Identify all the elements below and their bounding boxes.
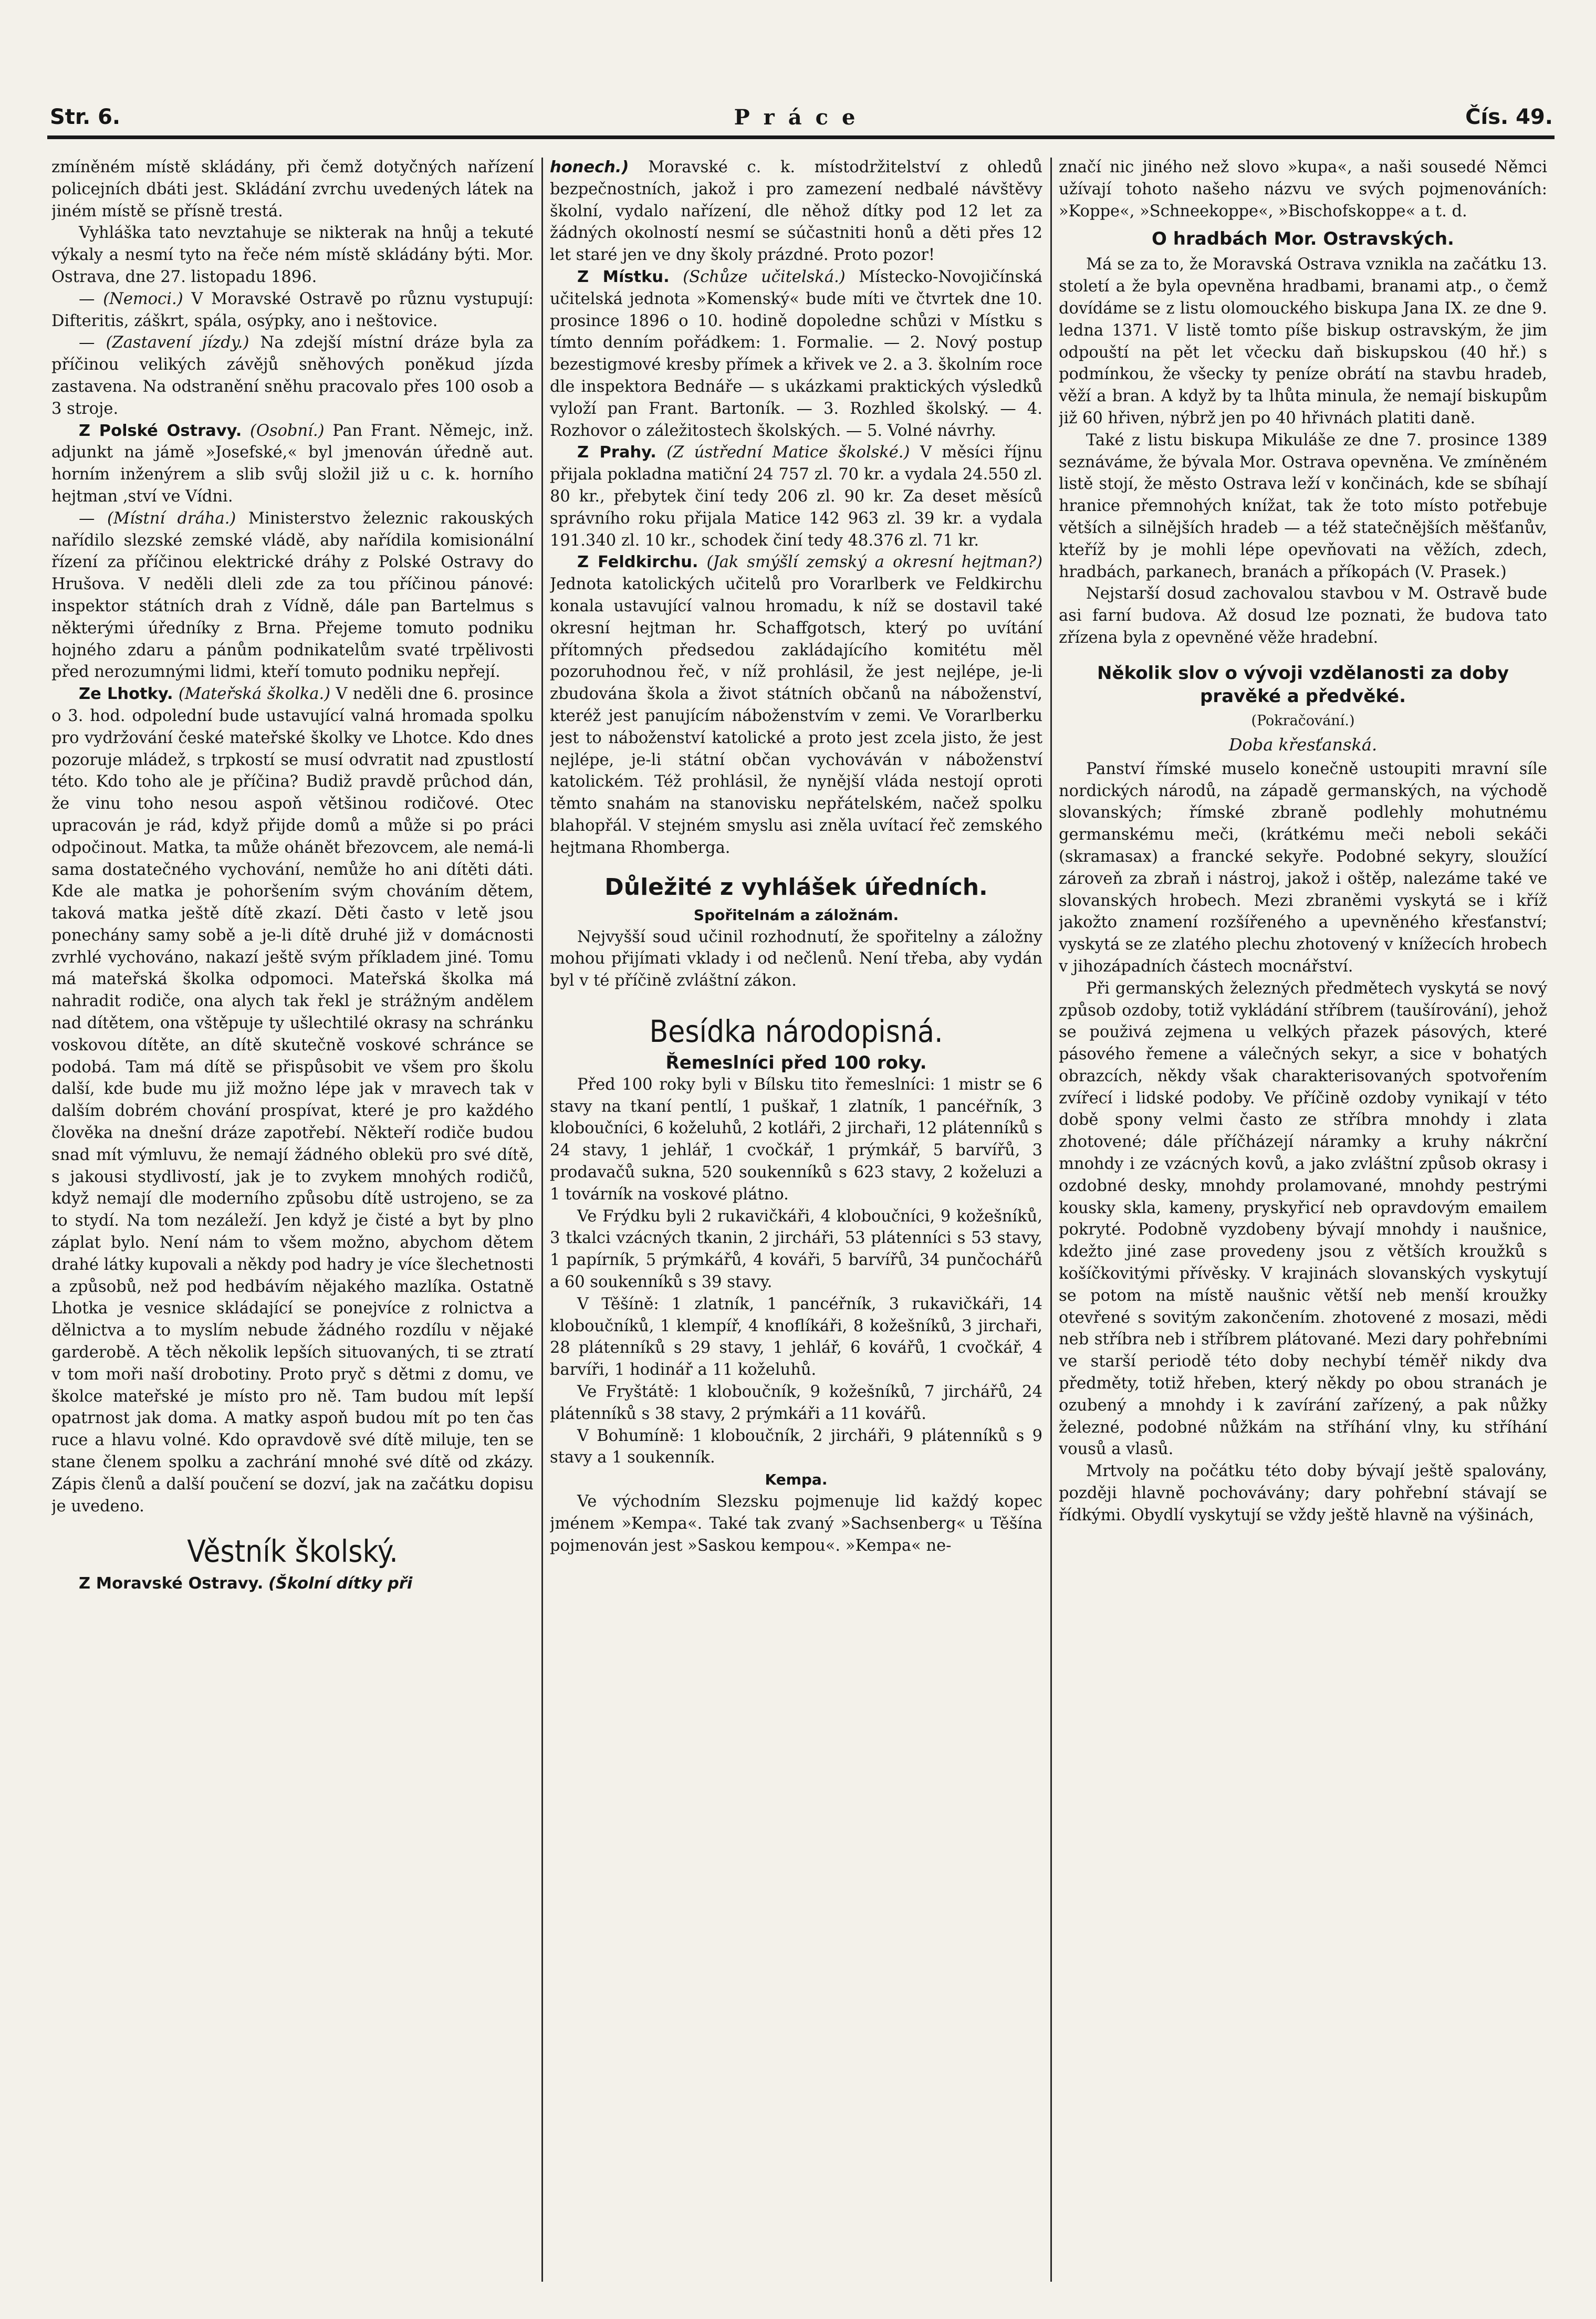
paragraph-tag: (Mateřská školka.) [178, 685, 331, 704]
paragraph [550, 266, 1042, 442]
section-subheading: Řemeslníci před 100 roky. [665, 1052, 927, 1073]
paragraph: Mrtvoly na počátku této doby bývají ještě spalovány, později hlavně pochovávány; dary pohřební stávají se řídkými. Obydlí vyskytují se vždy ještě hlavně na výšinách, [1059, 1462, 1547, 1524]
column-divider [541, 158, 543, 2282]
issue-number: Čís. 49. [1465, 105, 1553, 129]
paragraph [51, 683, 534, 1517]
paragraph [550, 442, 1042, 551]
paragraph: Při germanských železných předmětech vyskytá se nový způsob ozdoby, totiž vykládání stříbrem (taušírování), jehož se použivá zejmena u velkých přazek pásových, které pásového řemene a válečných sekyr, a sice v bohatých obrazcích, někdy však charakterisovaných spotvořením zvířecí i lidské podoby. Ve příčině ozdoby vynikají v této době spony velmi často ze stříbra mnohdy i zlata zhotovené; dále příčházejí náramky a kruhy nákrční mnohdy i ze vzácných kovů, a jako zvláštní způsob okrasy i ozdobné desky, mnohdy prolamované, mnohdy pestrými kousky skla, kameny, pryskyřicí neb opravdovým emailem pokryté. Podobně vyzdobeny bývají mnohdy i naušnice, kdežto jiné zase provedeny jsou z větších kroužků s košíčkovitými přívěsky. V krajinách slovanských vyskytují se potom na místě naušnic větší neb menší kroužky otevřené s sovitým zakončením. zhotovené z mosazi, mědi neb stříbra neb i stříbrem plátované. Mezi dary pohřebními ve starší periodě této doby nechybí téměř nikdy dva předměty, totiž hřeben, který někdy po obou stranách je ozubený a mnohdy i k zavírání zařízený, a pak nůžky železné, podobné nůžkám na stříhání vlny, ku stříhání vousů a vlasů. [1059, 979, 1547, 1459]
place-name: Z Polské Ostravy. [79, 421, 242, 440]
paragraph-tag: (Z ústřední Matice školské.) [666, 443, 910, 462]
paragraph: Vyhláška tato nevztahuje se nikterak na hnůj a tekuté výkaly a nesmí tyto na řeče ném místě skládány býti. Mor. Ostrava, dne 27. listopadu 1896. [51, 224, 534, 286]
paragraph [550, 551, 1042, 859]
paragraph: V Bohumíně: 1 kloboučník, 2 jircháři, 9 plátenníků s 9 stavy a 1 soukenník. [550, 1426, 1042, 1467]
page-header [50, 105, 1553, 137]
paragraph-text: Na zdejší místní dráze byla za příčinou velikých závějů sněhových poněkud jízda zastavena. Na odstranění sněhu pracovalo přes 100 osob a 3 stroje. [51, 333, 534, 418]
paragraph: značí nic jiného než slovo »kupa«, a naši sousedé Němci užívají tohoto našeho názvu ve svých pojmenováních: »Koppe«, »Schneekoppe«, »Bischofskoppe« a t. d. [1059, 158, 1547, 221]
paragraph [550, 156, 1042, 266]
paragraph: — (Místní dráha.) Ministerstvo železnic rakouských nařídilo slezské zemské vládě, aby nařídila komisionální řízení za příčinou elektrické dráhy z Polské Ostravy do Hrušova. V neděli dleli zde za tou příčinou pánové: inspektor státních drah z Vídně, dále pan Bartelmus s některými úředníky z Brna. Přejeme tomuto podniku hojného zdaru a pánům podnikatelům svaté trpělivosti před nerozumnými lidmi, kteří tomuto podniku nepřejí. [51, 509, 534, 682]
paragraph: — (Zastavení jízdy.) Na zdejší místní dráze byla za příčinou velikých závějů sněhových poněkud jízda zastavena. Na odstranění sněhu pracovalo přes 100 osob a 3 stroje. [51, 333, 534, 418]
place-name: Z Místku. [577, 267, 670, 286]
paragraph: Ve Frýdku byli 2 rukavičkáři, 4 kloboučníci, 9 kožešníků, 3 tkalci vzácných tkanin, 2 jircháři, 53 plátenníci s 53 stavy, 1 papírník, 5 prýmkářů, 4 kováři, 5 barvířů, 34 punčochářů a 60 soukenníků s 39 stavy. [550, 1207, 1042, 1292]
place-name: Z Moravské Ostravy. [79, 1574, 264, 1593]
paragraph-tag: (Jak smýšlí zemský a okresní hejtman?) [706, 553, 1042, 572]
place-name: Z Prahy. [577, 443, 656, 462]
paragraph: V Těšíně: 1 zlatník, 1 pancéřník, 3 rukavičkáři, 14 kloboučníků, 1 klempíř, 4 knoflíkáři, 8 kožešníků, 3 jirchaři, 28 plátenníků s 29 stavy, 1 jehlář, 6 kovářů, 1 cvočkář, 4 barvíři, 1 hodinář a 11 koželuhů. [550, 1294, 1042, 1380]
column-3 [1059, 156, 1547, 2283]
paragraph: Ve Fryštátě: 1 kloboučník, 9 kožešníků, 7 jirchářů, 24 plátenníků s 38 stavy, 2 prýmkáři a 11 kovářů. [550, 1383, 1042, 1423]
paragraph-text: V měsíci říjnu přijala pokladna matiční 24 757 zl. 70 kr. a vydala 24.550 zl. 80 kr., přebytek činí tedy 206 zl. 90 kr. Za deset měsíců správního roku přijala Matice 142 963 zl. 39 kr. a vydala 191.340 zl. 10 kr., schodek činí tedy 48.376 zl. 71 kr. [550, 443, 1042, 550]
paragraph-text: Jednota katolických učitelů pro Vorarlberk ve Feldkirchu konala ustavující valnou hromadu, k níž se dostavil také okresní hejtman hr. Schaffgotsch, který po uvítání přítomných předsedou zakládajícího komitétu měl pozoruhodnou řeč, v níž prohlásil, že jest nejlépe, je-li zbudována škola a život státních občanů na náboženství, kteréž jest panujícím náboženstvím v zemi. Ve Vorarlberku jest to náboženství katolické a proto jest zcela jisto, že jest nejlépe, je-li státní občan vychováván v náboženství katolickém. Též prohlásil, že nynější vláda nestojí oproti těmto snahám na stanovisku nepřátelském, načež spolku blahopřál. V stejném smyslu asi zněla uvítací řeč zemského hejtmana Rhomberga. [550, 575, 1042, 857]
paragraph-tag: (Školní dítky při [268, 1574, 413, 1593]
section-subheading: Doba křesťanská. [1228, 734, 1378, 755]
paragraph: Má se za to, že Moravská Ostrava vznikla na začátku 13. století a že byla opevněna hradbami, branami atp., o čemž dovídáme se z listu olomouckého biskupa Jana IX. ze dne 9. ledna 1371. V listě tomto píše biskup ostravským, že jim odpouští na pět let včecku daň biskupskou (40 hř.) s podmínkou, že všecky ty peníze obrátí na stavbu hradeb, věží a bran. A když by ta lhůta minula, že nemají biskupům již 60 hřiven, nýbrž jen po 40 hřivnách platiti daně. [1059, 255, 1547, 427]
column-divider [1050, 158, 1052, 2282]
column-1 [51, 156, 534, 2283]
section-heading: Důležité z vyhlášek úředních. [604, 873, 988, 901]
paragraph-tag: (Osobní.) [250, 421, 325, 440]
paragraph: Nejvyšší soud učinil rozhodnutí, že spořitelny a záložny mohou přijímati vklady i od nečlenů. Není třeba, aby vydán byl v té příčině zvláštní zákon. [550, 927, 1042, 990]
paragraph: Panství římské muselo konečně ustoupiti mravní síle nordických národů, na západě germanských, na východě slovanských; římské zbraně podlehly mohutnému germanskému meči, (krátkému meči neboli sekáči (skramasax) a francké sekyře. Podobné sekyry, sloužící zároveň za zbraň i nástroj, jakož i oštěp, nalezáme také ve slovanských hrobech. Mezi zbraněmi vyskytá se i kříž jakožto znamení rozšířeného a upevněného křesťanství; vyskytá se ze zlatého plechu zhotovený v knížecích hrobech v jihozápadních částech mocnářství. [1059, 759, 1547, 976]
place-name: Ze Lhotky. [79, 685, 173, 704]
section-subheading: Kempa. [765, 1471, 828, 1489]
paragraph-tag: (Nemoci.) [103, 289, 183, 308]
section-heading: O hradbách Mor. Ostravských. [1152, 228, 1454, 250]
continuation-note: (Pokračování.) [1251, 712, 1355, 729]
section-heading: Besídka národopisná. [649, 1013, 943, 1049]
paragraph: Před 100 roky byli v Bílsku tito řemeslníci: 1 mistr se 6 stavy na tkaní pentlí, 1 puškař, 1 zlatník, 1 pancéřník, 3 kloboučníci, 6 koželuhů, 2 kotláři, 2 jirchaři, 12 plátenníků s 24 stavy, 1 jehlář, 1 cvočkář, 1 prýmkář, 5 barvířů, 3 prodavačů sukna, 520 soukenníků s 623 stavy, 2 koželuzi a 1 továrník na voskové plátno. [550, 1075, 1042, 1204]
paragraph-tag: (Zastavení jízdy.) [106, 333, 249, 352]
paragraph-tag: (Schůze učitelská.) [683, 267, 846, 286]
newspaper-title: Práce [734, 105, 869, 130]
header-rule [47, 135, 1555, 139]
paragraph [51, 420, 534, 508]
column-2 [550, 156, 1042, 2283]
paragraph-text: Moravské c. k. místodržitelství z ohledů bezpečnostních, jakož i pro zamezení nedbalé návštěvy školní, vydalo nařízení, dle něhož dítky pod 12 let za žádných okolností nesmí se súčastniti honů a děti přes 12 let staré jen ve dny školy prázdné. Proto pozor! [550, 158, 1042, 265]
paragraph-text: Ministerstvo železnic rakouských nařídilo slezské zemské vládě, aby nařídila komisionální řízení za příčinou elektrické dráhy z Polské Ostravy do Hrušova. V neděli dleli zde za tou příčinou pánové: inspektor státních drah z Vídně, dále pan Bartelmus s některými úředníky z Brna. Přejeme tomuto podniku hojného zdaru a pánům podnikatelům svaté trpělivosti před nerozumnými lidmi, kteří tomuto podniku nepřejí. [51, 509, 534, 682]
paragraph: Ve východním Slezsku pojmenuje lid každý kopec jménem »Kempa«. Také tak zvaný »Sachsenberg« u Těšína pojmenován jest »Saskou kempou«. »Kempa« ne- [550, 1492, 1042, 1555]
paragraph [51, 1573, 534, 1595]
paragraph: zmíněném místě skládány, při čemž dotyčných nařízení policejních dbáti jest. Skládání zvrchu uvedených látek na jiném místě se přísně trestá. [51, 158, 534, 221]
section-heading: Věstník školský. [187, 1533, 398, 1570]
paragraph-tag: honech.) [550, 158, 629, 176]
paragraph: Také z listu biskupa Mikuláše ze dne 7. prosince 1389 seznáváme, že bývala Mor. Ostrava opevněna. Ve zmíněném listě stojí, že město Ostrava leží v končinách, kde se sbíhají hranice přemnohých knížat, tak že toto místo potřebuje větších a silnějších hradeb — a též statečnějších měšťanův, kteříž by je mohli lépe opevňovati na věžích, zdech, hradbách, parkanech, branách a příkopách (V. Prasek.) [1059, 431, 1547, 581]
paragraph: Nejstarší dosud zachovalou stavbou v M. Ostravě bude asi farní budova. Až dosud lze poznati, že budova tato zřízena byla z opevněné věže hradební. [1059, 584, 1547, 647]
paragraph-text: Pan Frant. Němejc, inž. adjunkt na jámě »Josefské,« byl jmenován úředně aut. horním inženýrem a slib svůj složil již u c. k. horního hejtman ,ství ve Vídni. [51, 421, 534, 506]
paragraph-text: V neděli dne 6. prosince o 3. hod. odpolední bude ustavující valná hromada spolku pro vydržování české mateřské školky ve Lhotce. Kdo dnes pozoruje mládež, s trpkostí se musí odvratit nad zpustlostí této. Kdo toho ale je příčina? Budiž pravdě průchod dán, že vinu toho nesou aspoň většinou rodičové. Otec upracován je rád, když přijde domů a může si po práci odpočinout. Matka, ta může ohánět březovcem, ale nemá-li sama dostatečného vychování, nemůže ho ani dítěti dáti. Kde ale matka je pohoršením svým chováním dětem, taková matka ještě dítě zkazí. Děti často v letě jsou ponechány samy sobě a je-li dítě druhé již v domácnosti zvrhlé vychováno, nakazí ještě svým příkladem jiné. Tomu má mateřská školka odpomoci. Mateřská školka má nahradit rodiče, ona alych tak řekl je strážným andělem nad dítětem, ona vštěpuje ty ušlechtilé okrasy na schránku voskovou dítěte, an dítě skutečně voskové schránce se podobá. Tam má dítě se přispůsobit ve všem pro školu další, kde bude mu již možno lépe jak v mravech tak v dalším dobrém chování prospívat, které je pro každého člověka na dnešní dráze zapotřebí. Někteří rodiče budou snad mít výmluvu, že nemají žádného oblekü pro své dítě, s jakousi stydlivostí, jak je to zvykem mnohých rodičů, když nemají dle moderního způsobu dítě ustrojeno, se za to stydí. Na tom nezáleží. Jen když je čisté a byt by plno záplat bylo. Není nám to všem možno, abychom dětem drahé látky kupovali a někdy pod hadry je více šlechetnosti a způsobů, než pod hedbávím nějakého mazlíka. Ostatně Lhotka je vesnice skládající se ponejvíce z rolnictva a dělnictva a to myslím nebude žádného rozdílu v nějaké garderobě. A těch několik lepších situovaných, ti se ztratí v tom moři naší drobotiny. Proto pryč s dětmi z domu, ve školce mateřské je místo pro ně. Tam budou mít lepší opatrnost jak doma. A matky aspoň budou mít po ten čas ruce a hlavu volné. Kdo opravdově své dítě miluje, ten se stane členem spolku a zachrání mnohé své dítě od zkázy. Zápis členů a další poučení se dozví, jak na začátku dopisu je uvedeno. [51, 685, 534, 1516]
paragraph-text: V Moravské Ostravě po různu vystupují: Difteritis, záškrt, spála, osýpky, ano i neštovice. [51, 289, 534, 330]
paragraph: — (Nemoci.) V Moravské Ostravě po různu vystupují: Difteritis, záškrt, spála, osýpky, ano i neštovice. [51, 289, 534, 330]
page-number: Str. 6. [50, 105, 121, 129]
section-heading: Několik slov o vývoji vzdělanosti za doby pravěké a předvěké. [1097, 662, 1509, 707]
paragraph-text: Místecko-Novojičínská učitelská jednota »Komenský« bude míti ve čtvrtek dne 10. prosince 1896 o 10. hodině dopoledne schůzi v Místku s tímto denním pořádkem: 1. Formalie. — 2. Nový postup bezestigmové kresby přímek a křivek ve 2. a 3. školním roce dle inspektora Bednáře — s ukázkami praktických výsledků vyloží pan Frant. Bartoník. — 3. Rozhled školský. — 4. Rozhovor o záležitostech školských. — 5. Volné návrhy. [550, 267, 1042, 440]
place-name: Z Feldkirchu. [577, 553, 698, 572]
section-subheading: Spořitelnám a záložnám. [693, 906, 899, 924]
paragraph-tag: (Místní dráha.) [107, 509, 236, 528]
